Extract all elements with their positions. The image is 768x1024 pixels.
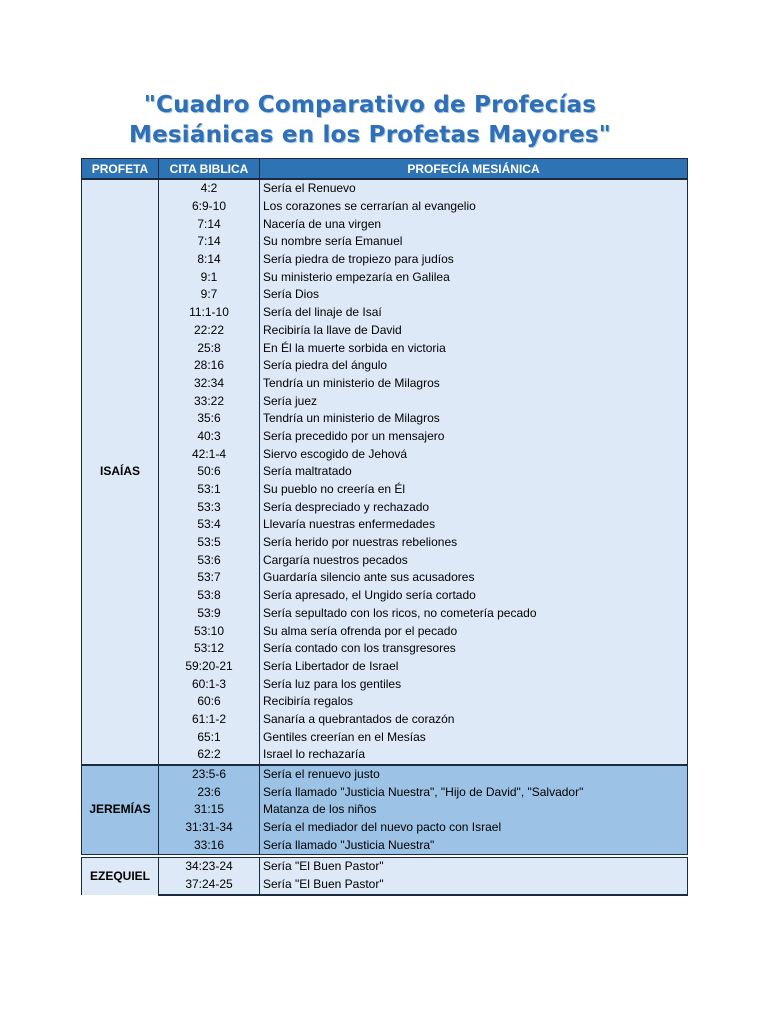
profecia-cell: Gentiles creerían en el Mesías bbox=[260, 728, 688, 746]
table-row bbox=[82, 534, 688, 552]
cita-biblica-cell: 53:9 bbox=[159, 605, 260, 623]
profecia-cell: Tendría un ministerio de Milagros bbox=[260, 375, 688, 393]
table-row bbox=[82, 445, 688, 463]
cita-biblica-cell: 23:5-6 bbox=[159, 765, 260, 784]
profecia-cell: En Él la muerte sorbida en victoria bbox=[260, 339, 688, 357]
table-row bbox=[82, 179, 688, 198]
table-row bbox=[82, 198, 688, 216]
cita-biblica-cell: 9:7 bbox=[159, 286, 260, 304]
table-row bbox=[82, 569, 688, 587]
profecia-cell: Sería piedra del ángulo bbox=[260, 357, 688, 375]
table-row bbox=[82, 728, 688, 746]
table-row bbox=[82, 428, 688, 446]
table-row bbox=[82, 605, 688, 623]
cita-biblica-cell: 6:9-10 bbox=[159, 198, 260, 216]
table-body bbox=[82, 179, 688, 895]
profecia-cell: Cargaría nuestros pecados bbox=[260, 551, 688, 569]
table-row bbox=[82, 251, 688, 269]
table-row bbox=[82, 640, 688, 658]
table-row bbox=[82, 693, 688, 711]
table-row bbox=[82, 587, 688, 605]
profecia-cell: Recibiría la llave de David bbox=[260, 322, 688, 340]
profecia-cell: Sería Dios bbox=[260, 286, 688, 304]
cita-biblica-cell: 22:22 bbox=[159, 322, 260, 340]
cita-biblica-cell: 11:1-10 bbox=[159, 304, 260, 322]
table-row bbox=[82, 658, 688, 676]
cita-biblica-cell: 53:6 bbox=[159, 551, 260, 569]
table-row bbox=[82, 746, 688, 765]
profecia-cell: Sería llamado "Justicia Nuestra" bbox=[260, 836, 688, 856]
cita-biblica-cell: 7:14 bbox=[159, 215, 260, 233]
table-row bbox=[82, 286, 688, 304]
cita-biblica-cell: 53:3 bbox=[159, 498, 260, 516]
prophet-name-cell: JEREMÍAS bbox=[82, 765, 159, 856]
profecia-cell: Su nombre sería Emanuel bbox=[260, 233, 688, 251]
profecia-cell: Sería sepultado con los ricos, no cometería pecado bbox=[260, 605, 688, 623]
cita-biblica-cell: 53:5 bbox=[159, 534, 260, 552]
header-profecia-mesianica: PROFECÍA MESIÁNICA bbox=[260, 159, 688, 180]
cita-biblica-cell: 60:6 bbox=[159, 693, 260, 711]
cita-biblica-cell: 53:8 bbox=[159, 587, 260, 605]
profecia-cell: Sería Libertador de Israel bbox=[260, 658, 688, 676]
cita-biblica-cell: 60:1-3 bbox=[159, 675, 260, 693]
table-header-row bbox=[82, 159, 688, 180]
header-cita-biblica: CITA BIBLICA bbox=[159, 159, 260, 180]
profecia-cell: Sería contado con los transgresores bbox=[260, 640, 688, 658]
cita-biblica-cell: 34:23-24 bbox=[159, 856, 260, 876]
cita-biblica-cell: 9:1 bbox=[159, 268, 260, 286]
cita-biblica-cell: 53:1 bbox=[159, 481, 260, 499]
profecia-cell: Israel lo rechazaría bbox=[260, 746, 688, 765]
profecia-cell: Guardaría silencio ante sus acusadores bbox=[260, 569, 688, 587]
document-title-line-2: Mesiánicas en los Profetas Mayores" bbox=[129, 122, 611, 148]
cita-biblica-cell: 31:15 bbox=[159, 801, 260, 819]
table-row bbox=[82, 233, 688, 251]
table-row bbox=[82, 516, 688, 534]
cita-biblica-cell: 53:10 bbox=[159, 622, 260, 640]
profecia-cell: Sería del linaje de Isaí bbox=[260, 304, 688, 322]
profecia-cell: Sería el mediador del nuevo pacto con Israel bbox=[260, 819, 688, 837]
cita-biblica-cell: 53:4 bbox=[159, 516, 260, 534]
table-row bbox=[82, 801, 688, 819]
table-row bbox=[82, 339, 688, 357]
cita-biblica-cell: 28:16 bbox=[159, 357, 260, 375]
profecia-cell: Nacería de una virgen bbox=[260, 215, 688, 233]
table-row bbox=[82, 551, 688, 569]
cita-biblica-cell: 33:22 bbox=[159, 392, 260, 410]
cita-biblica-cell: 31:31-34 bbox=[159, 819, 260, 837]
cita-biblica-cell: 37:24-25 bbox=[159, 876, 260, 895]
cita-biblica-cell: 62:2 bbox=[159, 746, 260, 765]
table-row bbox=[82, 410, 688, 428]
profecia-cell: Sería piedra de tropiezo para judíos bbox=[260, 251, 688, 269]
document-title-line-1: "Cuadro Comparativo de Profecías bbox=[143, 92, 597, 118]
cita-biblica-cell: 61:1-2 bbox=[159, 711, 260, 729]
table-row bbox=[82, 675, 688, 693]
profecia-cell: Los corazones se cerrarían al evangelio bbox=[260, 198, 688, 216]
prophet-name-cell: EZEQUIEL bbox=[82, 856, 159, 894]
profecia-cell: Siervo escogido de Jehová bbox=[260, 445, 688, 463]
cita-biblica-cell: 40:3 bbox=[159, 428, 260, 446]
cita-biblica-cell: 32:34 bbox=[159, 375, 260, 393]
table-row bbox=[82, 856, 688, 876]
table-row bbox=[82, 392, 688, 410]
table-row bbox=[82, 215, 688, 233]
cita-biblica-cell: 53:12 bbox=[159, 640, 260, 658]
cita-biblica-cell: 25:8 bbox=[159, 339, 260, 357]
profecia-cell: Sanaría a quebrantados de corazón bbox=[260, 711, 688, 729]
profecia-cell: Sería apresado, el Ungido sería cortado bbox=[260, 587, 688, 605]
table-row bbox=[82, 481, 688, 499]
profecia-cell: Su alma sería ofrenda por el pecado bbox=[260, 622, 688, 640]
table-row bbox=[82, 876, 688, 895]
profecia-cell: Su pueblo no creería en Él bbox=[260, 481, 688, 499]
profecia-cell: Su ministerio empezaría en Galilea bbox=[260, 268, 688, 286]
profecia-cell: Sería "El Buen Pastor" bbox=[260, 856, 688, 876]
prophet-name-cell: ISAÍAS bbox=[82, 179, 159, 765]
table-row bbox=[82, 765, 688, 784]
profecia-cell: Sería llamado "Justicia Nuestra", "Hijo de David", "Salvador" bbox=[260, 783, 688, 801]
table-row bbox=[82, 836, 688, 856]
cita-biblica-cell: 42:1-4 bbox=[159, 445, 260, 463]
table-row bbox=[82, 463, 688, 481]
table-row bbox=[82, 304, 688, 322]
profecia-cell: Sería el Renuevo bbox=[260, 179, 688, 198]
cita-biblica-cell: 35:6 bbox=[159, 410, 260, 428]
table-row bbox=[82, 622, 688, 640]
cita-biblica-cell: 8:14 bbox=[159, 251, 260, 269]
cita-biblica-cell: 53:7 bbox=[159, 569, 260, 587]
table-row bbox=[82, 322, 688, 340]
profecia-cell: Sería maltratado bbox=[260, 463, 688, 481]
table-row bbox=[82, 819, 688, 837]
profecia-cell: Sería el renuevo justo bbox=[260, 765, 688, 784]
cita-biblica-cell: 23:6 bbox=[159, 783, 260, 801]
profecia-cell: Sería precedido por un mensajero bbox=[260, 428, 688, 446]
profecia-cell: Sería "El Buen Pastor" bbox=[260, 876, 688, 895]
comparison-table bbox=[81, 158, 688, 896]
table-row bbox=[82, 357, 688, 375]
cita-biblica-cell: 50:6 bbox=[159, 463, 260, 481]
table-row bbox=[82, 375, 688, 393]
profecia-cell: Recibiría regalos bbox=[260, 693, 688, 711]
profecia-cell: Tendría un ministerio de Milagros bbox=[260, 410, 688, 428]
profecia-cell: Matanza de los niños bbox=[260, 801, 688, 819]
cita-biblica-cell: 65:1 bbox=[159, 728, 260, 746]
table-row bbox=[82, 783, 688, 801]
table-row bbox=[82, 268, 688, 286]
cita-biblica-cell: 4:2 bbox=[159, 179, 260, 198]
table-row bbox=[82, 711, 688, 729]
table-row bbox=[82, 498, 688, 516]
cita-biblica-cell: 59:20-21 bbox=[159, 658, 260, 676]
profecia-cell: Sería despreciado y rechazado bbox=[260, 498, 688, 516]
header-profeta: PROFETA bbox=[82, 159, 159, 180]
profecia-cell: Sería herido por nuestras rebeliones bbox=[260, 534, 688, 552]
profecia-cell: Sería luz para los gentiles bbox=[260, 675, 688, 693]
cita-biblica-cell: 33:16 bbox=[159, 836, 260, 856]
profecia-cell: Sería juez bbox=[260, 392, 688, 410]
profecia-cell: Llevaría nuestras enfermedades bbox=[260, 516, 688, 534]
cita-biblica-cell: 7:14 bbox=[159, 233, 260, 251]
